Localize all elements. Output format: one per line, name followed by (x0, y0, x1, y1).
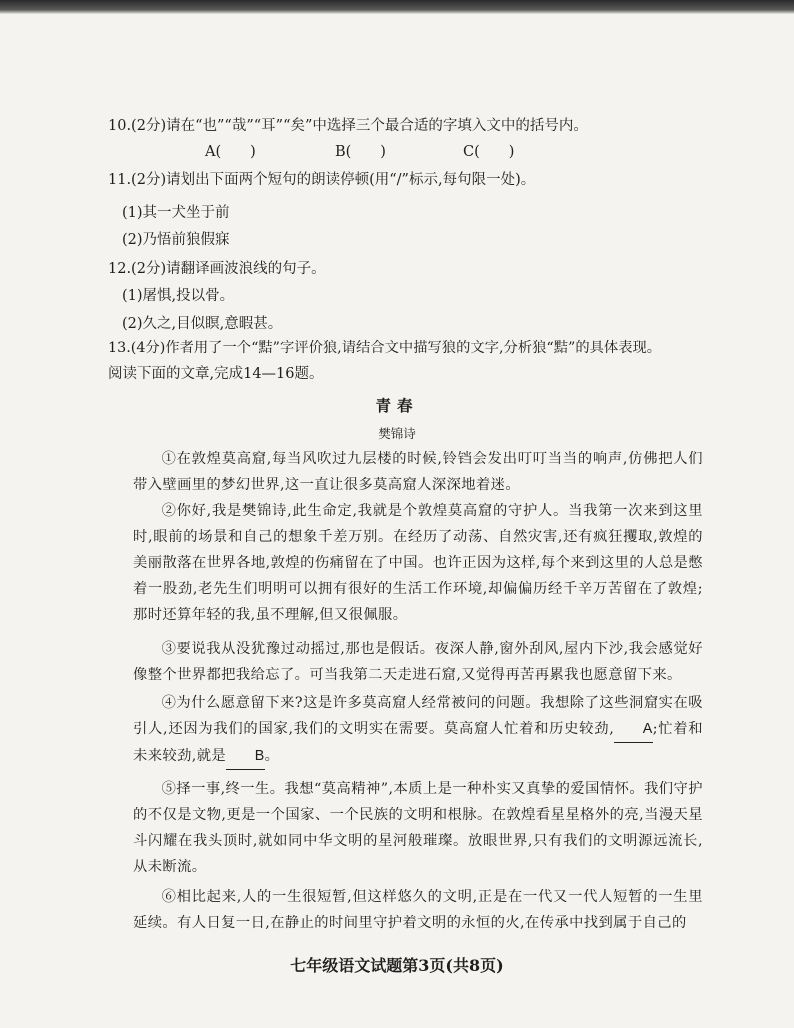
question-12: 12.(2分)请翻译画波浪线的句子。 (108, 261, 326, 277)
paragraph-4 (133, 690, 703, 770)
question-10-options (205, 142, 585, 162)
page-footer: 七年级语文试题第3页(共8页) (290, 956, 504, 975)
question-12-item-2: (2)久之,目似瞑,意暇甚。 (122, 316, 283, 332)
question-13: 13.(4分)作者用了一个“黠”字评价狼,请结合文中描写狼的文字,分析狼“黠”的具体表现。 (108, 340, 662, 356)
option-a: A( ) (205, 144, 256, 160)
question-11: 11.(2分)请划出下面两个短句的朗读停顿(用“/”标示,每句限一处)。 (108, 172, 536, 188)
paragraph-3: ③要说我从没犹豫过动摇过,那也是假话。夜深人静,窗外刮风,屋内下沙,我会感觉好像整个世界都把我给忘了。可当我第二天走进石窟,又觉得再苦再累我也愿意留下来。 (133, 641, 703, 683)
paragraph-4-text-b: ;忙着和未来较劲,就是 (133, 721, 704, 764)
question-12-item-1: (1)屠惧,投以骨。 (122, 288, 235, 304)
article-author: 樊锦诗 (378, 426, 416, 441)
question-11-item-1: (1)其一犬坐于前 (122, 205, 230, 221)
paragraph-2: ②你好,我是樊锦诗,此生命定,我就是个敦煌莫高窟的守护人。当我第一次来到这里时,眼前的场景和自己的想象千差万别。在经历了动荡、自然灾害,还有疯狂攫取,敦煌的美丽散落在世界各地,敦煌的伤痛留在了中国。也许正因为这样,每个来到这里的人总是憋着一股劲,老先生们明明可以拥有很好的生活工作环境,却偏偏历经千辛万苦留在了敦煌;那时还算年轻的我,虽不理解,但又很佩服。 (133, 503, 703, 623)
question-11-item-2: (2)乃悟前狼假寐 (122, 232, 230, 248)
article-title: 青春 (375, 396, 419, 415)
option-c: C( ) (463, 144, 515, 160)
question-10: 10.(2分)请在“也”“哉”“耳”“矣”中选择三个最合适的字填入文中的括号内。 (108, 118, 588, 134)
paragraph-4-text-c: 。 (264, 748, 280, 764)
paragraph-6: ⑥相比起来,人的一生很短暂,但这样悠久的文明,正是在一代又一代人短暂的一生里延续。有人日复一日,在静止的时间里守护着文明的永恒的火,在传承中找到属于自己的 (133, 889, 703, 931)
paragraph-1: ①在敦煌莫高窟,每当风吹过九层楼的时候,铃铛会发出叮叮当当的响声,仿佛把人们带入壁画里的梦幻世界,这一直让很多莫高窟人深深地着迷。 (133, 451, 703, 493)
paragraph-5: ⑤择一事,终一生。我想“莫高精神”,本质上是一种朴实又真挚的爱国情怀。我们守护的不仅是文物,更是一个国家、一个民族的文明和根脉。在敦煌看星星格外的亮,当漫天星斗闪耀在我头顶时,就如同中华文明的星河般璀璨。放眼世界,只有我们的文明源远流长,从未断流。 (133, 781, 703, 875)
option-b: B( ) (335, 144, 386, 160)
blank-b: B (226, 743, 265, 770)
paragraph-4-text-a: ④为什么愿意留下来?这是许多莫高窟人经常被问的问题。我想除了这些洞窟实在吸引人,还因为我们的国家,我们的文明实在需要。莫高窟人忙着和历史较劲, (133, 695, 703, 737)
reading-instruction: 阅读下面的文章,完成14—16题。 (108, 366, 324, 382)
blank-a: A (614, 716, 653, 743)
